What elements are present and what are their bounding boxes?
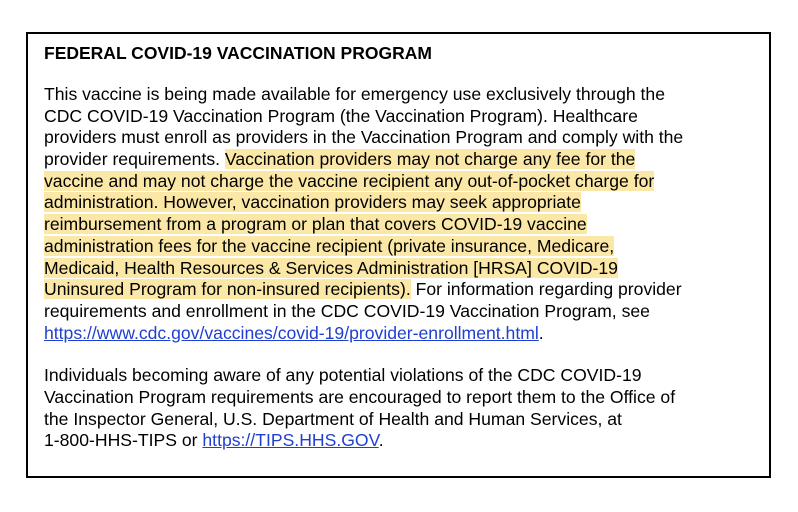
paragraph-text: . [378, 430, 384, 451]
paragraph-line: Vaccination Program requirements are encouraged to report them to the Office of [44, 386, 676, 407]
paragraph-text: provider requirements. [44, 149, 225, 170]
paragraph-line: providers must enroll as providers in the Vaccination Program and comply with the [44, 127, 684, 148]
highlighted-text: reimbursement from a program or plan that covers COVID-19 vaccine [44, 214, 587, 235]
paragraph-text: For information regarding provider [410, 279, 682, 300]
highlighted-text: vaccine and may not charge the vaccine recipient any out-of-pocket charge for [44, 170, 655, 191]
paragraph-line: Individuals becoming aware of any potential violations of the CDC COVID-19 [44, 365, 642, 386]
highlighted-text: administration. However, vaccination providers may seek appropriate [44, 192, 581, 213]
paragraph-line [44, 279, 755, 301]
document-box [26, 32, 771, 478]
program-paragraph [44, 84, 755, 344]
highlighted-text: Uninsured Program for non-insured recipients). [44, 279, 411, 300]
tips-hhs-link[interactable]: https://TIPS.HHS.GOV [202, 430, 379, 451]
paragraph-line: requirements and enrollment in the CDC COVID-19 Vaccination Program, see [44, 300, 650, 321]
paragraph-line [44, 430, 755, 452]
document-title: FEDERAL COVID-19 VACCINATION PROGRAM [44, 43, 432, 63]
paragraph-line [44, 149, 755, 171]
paragraph-line [44, 192, 755, 214]
paragraph-line: This vaccine is being made available for emergency use exclusively through the [44, 84, 665, 104]
paragraph-line: the Inspector General, U.S. Department of Health and Human Services, at [44, 408, 622, 429]
highlighted-text: Vaccination providers may not charge any fee for the [224, 149, 636, 170]
paragraph-line [44, 236, 755, 258]
paragraph-line: CDC COVID-19 Vaccination Program (the Vaccination Program). Healthcare [44, 105, 638, 126]
paragraph-line [44, 171, 755, 193]
paragraph-line [44, 214, 755, 236]
paragraph-line [44, 258, 755, 280]
highlighted-text: administration fees for the vaccine recipient (private insurance, Medicare, [44, 235, 615, 256]
report-paragraph [44, 365, 755, 452]
paragraph-text: . [538, 322, 544, 343]
highlighted-text: Medicaid, Health Resources & Services Administration [HRSA] COVID-19 [44, 257, 618, 278]
provider-enrollment-link[interactable]: https://www.cdc.gov/vaccines/covid-19/provider-enrollment.html [44, 322, 539, 343]
paragraph-text: 1-800-HHS-TIPS or [44, 430, 203, 451]
paragraph-line [44, 323, 755, 345]
